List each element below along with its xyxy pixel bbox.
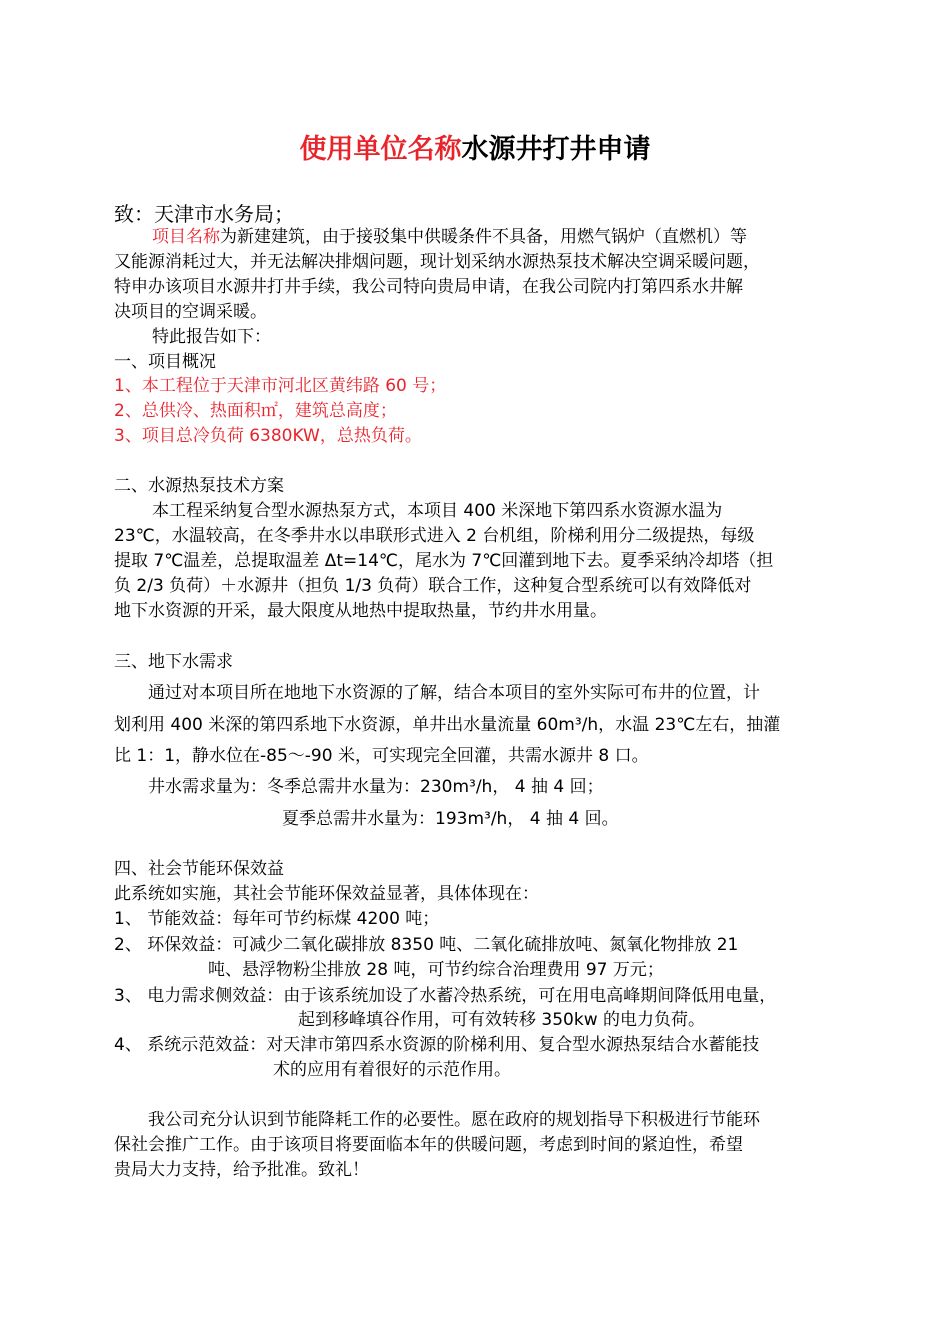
section1-item-2: 2、总供冷、热面积㎡，建筑总高度； — [114, 401, 397, 421]
intro-line-2: 又能源消耗过大，并无法解决排烟问题，现计划采纳水源热泵技术解决空调采暖问题， — [114, 252, 760, 272]
title-unit-name: 使用单位名称 — [299, 134, 462, 165]
section4-item-4b: 术的应用有着很好的示范作用。 — [273, 1060, 511, 1080]
addressee: 致：天津市水务局； — [114, 202, 294, 226]
section4-heading: 四、社会节能环保效益 — [114, 859, 284, 879]
section4-item-3a: 3、 电力需求侧效益：由于该系统加设了水蓄冷热系统，可在用电高峰期间降低用电量， — [114, 986, 777, 1006]
section3-line-1: 通过对本项目所在地地下水资源的了解，结合本项目的室外实际可布井的位置，计 — [148, 683, 760, 703]
section1-heading: 一、项目概况 — [114, 352, 216, 372]
intro-report: 特此报告如下： — [152, 327, 271, 347]
section1-item-3: 3、项目总冷负荷 6380KW，总热负荷。 — [114, 426, 422, 446]
intro-project-name: 项目名称 — [152, 227, 220, 247]
closing-line-3: 贵局大力支持，给予批准。致礼！ — [114, 1160, 369, 1180]
section2-line-1: 本工程采纳复合型水源热泵方式，本项目 400 米深地下第四系水资源水温为 — [152, 501, 723, 521]
section4-item-4a: 4、 系统示范效益：对天津市第四系水资源的阶梯利用、复合型水源热泵结合水蓄能技 — [114, 1035, 760, 1055]
section2-line-4: 负 2/3 负荷）＋水源井（担负 1/3 负荷）联合工作，这种复合型系统可以有效降低对 — [114, 576, 752, 596]
intro-line-4: 决项目的空调采暖。 — [114, 302, 267, 322]
intro-line-3: 特申办该项目水源井打井手续，我公司特向贵局申请，在我公司院内打第四系水井解 — [114, 277, 743, 297]
section3-line-2: 划利用 400 米深的第四系地下水资源，单井出水量流量 60m³/h，水温 23℃左右，抽灌 — [114, 715, 781, 735]
closing-line-1: 我公司充分认识到节能降耗工作的必要性。愿在政府的规划指导下积极进行节能环 — [148, 1110, 760, 1130]
intro-line-1 — [152, 225, 747, 249]
section4-intro: 此系统如实施，其社会节能环保效益显著，具体体现在： — [114, 884, 539, 904]
section3-line-3: 比 1：1，静水位在-85～-90 米，可实现完全回灌，共需水源井 8 口。 — [114, 746, 649, 766]
section4-item-2b: 吨、悬浮物粉尘排放 28 吨，可节约综合治理费用 97 万元； — [208, 960, 664, 980]
title-text: 水源井打井申请 — [461, 134, 651, 165]
section2-line-3: 提取 7℃温差，总提取温差 Δt=14℃，尾水为 7℃回灌到地下去。夏季采纳冷却塔（担 — [114, 551, 774, 571]
section4-item-2a: 2、 环保效益：可减少二氧化碳排放 8350 吨、二氧化硫排放吨、氮氧化物排放 21 — [114, 935, 739, 955]
section2-heading: 二、水源热泵技术方案 — [114, 476, 284, 496]
intro-line-1-rest: 为新建建筑，由于接驳集中供暖条件不具备，用燃气锅炉（直燃机）等 — [220, 227, 747, 247]
section1-item-1: 1、本工程位于天津市河北区黄纬路 60 号； — [114, 376, 447, 396]
page-title — [0, 132, 950, 168]
section4-item-3b: 起到移峰填谷作用，可有效转移 350kw 的电力负荷。 — [298, 1010, 706, 1030]
section3-demand-winter: 井水需求量为：冬季总需井水量为：230m³/h， 4 抽 4 回； — [148, 777, 604, 797]
section2-line-5: 地下水资源的开采，最大限度从地热中提取热量，节约井水用量。 — [114, 601, 607, 621]
section2-line-2: 23℃，水温较高，在冬季井水以串联形式进入 2 台机组，阶梯利用分二级提热，每级 — [114, 526, 755, 546]
section4-item-1: 1、 节能效益：每年可节约标煤 4200 吨； — [114, 909, 440, 929]
section3-heading: 三、地下水需求 — [114, 652, 233, 672]
closing-line-2: 保社会推广工作。由于该项目将要面临本年的供暖问题，考虑到时间的紧迫性，希望 — [114, 1135, 743, 1155]
section3-demand-summer: 夏季总需井水量为：193m³/h， 4 抽 4 回。 — [282, 809, 619, 829]
